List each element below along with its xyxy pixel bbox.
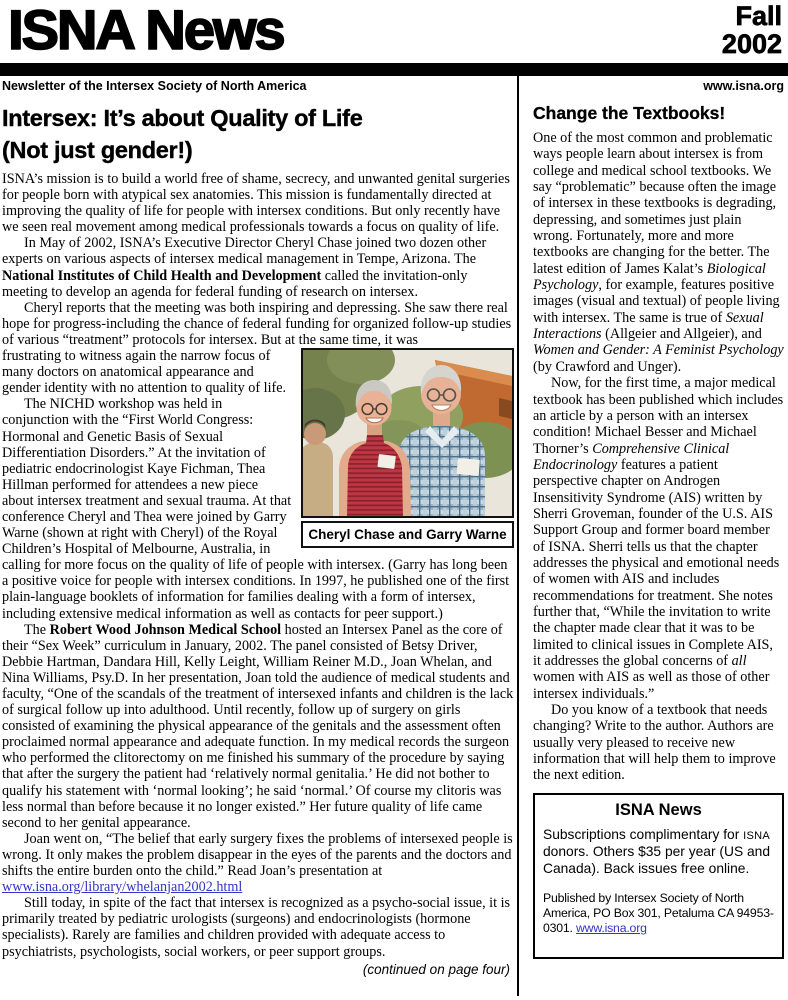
- text-segment: In May of 2002, ISNA’s Executive Director Cheryl Chase joined two dozen other experts on various aspects of intersex medical management in Tempe, Arizona. The: [2, 235, 487, 268]
- masthead: [0, 0, 788, 62]
- text-segment: Women and Gender: A Feminist Psychology: [533, 342, 784, 359]
- inline-link[interactable]: www.isna.org: [576, 921, 647, 936]
- article-paragraph: [2, 622, 514, 831]
- article-headline: [2, 102, 514, 166]
- text-segment: ISNA: [743, 829, 771, 842]
- sidebar-text: [533, 130, 784, 784]
- text-segment: National Institutes of Child Health and Development: [2, 267, 322, 284]
- text-segment: features a patient perspective chapter on Androgen Insensitivity Syndrome (AIS) written by Sherri Groveman, founder of the U.S. AIS Support Group and former board member of ISNA. Sherri tells us that the chapter addresses the physical and emotional needs of women with AIS and includes recommendations for treatment. She notes further that, “While the invitation to write the chapter made clear that it was to be limited to clinical issues in Complete AIS, it addresses the global concerns of: [533, 456, 780, 669]
- text-segment: One of the most common and problematic ways people learn about intersex is from college and medical school textbooks. We say “problematic” because often the image of intersex in these textbooks is degrading, depressing, and sometimes just plain wrong. Fortunately, more and more textbooks are changing for the better. The latest edition of James Kalat’s: [533, 130, 777, 277]
- article-paragraph: [2, 831, 514, 895]
- text-segment: women with AIS as well as those of other intersex individuals.”: [533, 669, 770, 702]
- text-segment: donors. Others $35 per year (US and Canada). Back issues free online.: [543, 844, 771, 876]
- text-segment: (by Crawford and Unger).: [533, 358, 682, 375]
- sidebar-paragraph: [533, 375, 784, 702]
- text-segment: Now, for the first time, a major medical textbook has been published which includes an article by a person with an intersex condition! Michael Besser and Michael Thorner’s: [533, 375, 784, 457]
- text-segment: hosted an Intersex Panel as the core of their “Sex Week” curriculum in January, 2002. The panel consisted of Betsy Driver, Debbie Hartman, Dandara Hill, Kelly Leight, William Reiner M.D., Joan Whelan, and Nina Williams, Psy.D. In her presentation, Joan told the audience of medical students and faculty, “One of the scandals of the treatment of intersexed infants and children is the lack of surgical follow up into adulthood. Until recently, follow up of surgery on girls consisted of examining the physical appearance of the genitals and the assessment often proclaimed normal appearance and adequate function. In my medical records the surgeon who performed the clitorectomy on me finished his summary of the procedure by saying that after the surgery the patient had ‘relatively normal genitalia.’ He did not bother to qualify his statement with ‘normal looking’; he said ‘normal.’ Of course my clitoris was less normal than before because it no longer existed.” Her future quality of life came second to her genital appearance.: [2, 621, 514, 831]
- text-segment: frustrating to witness again the narrow focus of many doctors on anatomical appearance and gender identity with no attention to quality of life.: [2, 348, 287, 397]
- text-segment: Subscriptions complimentary for: [543, 826, 744, 842]
- article-paragraph: [2, 171, 514, 235]
- website-url: www.isna.org: [703, 79, 784, 93]
- text-segment: Biological Psychology: [533, 260, 766, 294]
- subscription-info: [543, 827, 774, 878]
- text-segment: Still today, in spite of the fact that intersex is recognized as a psycho-social issue, it is primarily treated by pediatric urologists (surgeons) and endocrinologists (hormone specialists). Rarely are families and children provided with adequate access to psychiatrists, psychologists, social workers, or peer support groups.: [2, 895, 511, 960]
- sidebar-heading: Change the Textbooks!: [533, 103, 726, 123]
- photo: [301, 348, 514, 518]
- text-segment: all: [731, 653, 747, 669]
- photo-illustration: [303, 350, 512, 516]
- issue-year: 2002: [721, 29, 782, 59]
- text-segment: called the invitation-only meeting to develop an agenda for federal funding of research on intersex.: [2, 267, 468, 300]
- sidebar-paragraph: [533, 702, 784, 784]
- subscription-box-title: ISNA News: [615, 800, 702, 819]
- text-segment: Published by Intersex Society of North America, PO Box 301, Petaluma CA 94953-0301.: [543, 891, 774, 936]
- page-body: [0, 76, 788, 996]
- issue-date: [722, 0, 782, 58]
- photo-caption: Cheryl Chase and Garry Warne: [301, 521, 514, 548]
- inline-link[interactable]: www.isna.org/library/whelanjan2002.html: [2, 879, 243, 896]
- text-segment: ISNA’s mission is to build a world free of shame, secrecy, and unwanted genital surgeries for people born with atypical sex anatomies. This mission is fundamentally directed at improving the quality of life for people with intersex conditions. But only recently have we seen real movement among medical professionals towards a focus on quality of life.: [2, 171, 510, 236]
- text-segment: The: [24, 621, 50, 638]
- photo-figure: [301, 348, 514, 548]
- article-paragraph: [2, 235, 514, 299]
- text-segment: Sexual Interactions: [533, 309, 764, 343]
- main-column: [0, 76, 517, 996]
- article-paragraph: [2, 895, 514, 959]
- text-segment: (Allgeier and Allgeier), and: [601, 326, 762, 343]
- article-text-before-photo: [2, 171, 514, 348]
- text-segment: Do you know of a textbook that needs changing? Write to the author. Authors are usually very pleased to receive new information that will help them to improve the next edition.: [533, 702, 776, 784]
- text-segment: , for example, features positive images (visual and textual) of people living with intersex. The same is true of: [533, 277, 780, 326]
- text-segment: Comprehensive Clinical Endocrinology: [533, 440, 730, 473]
- text-segment: Joan went on, “The belief that early surgery fixes the problems of intersexed people is wrong. It only makes the problem disappear in the eyes of the parents and the doctors and shifts the entire burden onto the child.” Read Joan’s presentation at: [2, 830, 513, 880]
- sidebar-column: [519, 76, 788, 996]
- text-segment: The NICHD workshop was held in conjunction with the “First World Congress: Hormonal and Genetic Basis of Sexual Differentiation Disorders.” At the invitation of pediatric endocrinologist Kaye Fichman, Thea Hillman performed for attendees a new piece about intersex treatment and sexual trauma. At that conference Cheryl and Thea were joined by Garry Warne (shown at right with Cheryl) of the Royal Children’s Hospital of Melbourne, Australia, in calling for more focus on the quality of life of people with intersex. (Garry has long been a positive voice for people with intersex conditions. In 1997, he published one of the first plain-language booklets of information for families dealing with a form of intersex, including extensive medical information as well as contacts for peer support.): [2, 396, 510, 622]
- newsletter-title: ISNA News: [8, 0, 284, 61]
- headline-line-1: Intersex: It’s about Quality of Life: [2, 105, 363, 131]
- article-paragraph: [2, 300, 514, 348]
- publisher-info: [543, 891, 774, 937]
- text-segment: Robert Wood Johnson Medical School: [49, 621, 282, 638]
- text-segment: Cheryl reports that the meeting was both inspiring and depressing. She saw there real hope for progress-including the chance of federal funding for organized follow-up studies of various “treatment” protocols for intersex. But at the same time, it was: [2, 299, 512, 348]
- issue-season: Fall: [735, 1, 782, 31]
- headline-line-2: (Not just gender!): [2, 137, 193, 163]
- continued-note: (continued on page four): [362, 961, 510, 977]
- subscription-box: [533, 793, 784, 959]
- newsletter-tagline: Newsletter of the Intersex Society of North America: [2, 79, 307, 93]
- masthead-rule: [0, 63, 788, 76]
- sidebar-paragraph: [533, 130, 784, 375]
